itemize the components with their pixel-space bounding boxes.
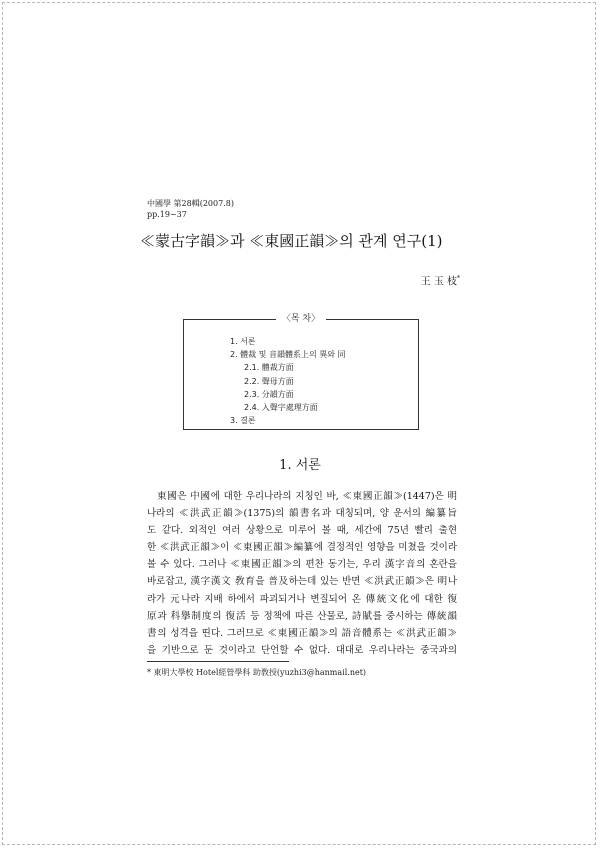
footnote-divider	[147, 661, 289, 662]
toc-item: 1. 서론	[230, 337, 256, 346]
footnote: * 東明大學校 Hotel經營學科 助敎授(yuzhi3@hanmail.net)	[147, 668, 367, 677]
table-of-contents	[183, 314, 419, 430]
journal-volume: 中國學 第28輯(2007.8)	[147, 199, 234, 208]
body-line: 나라의 ≪洪武正韻≫(1375)의 韻書名과 대칭되며, 양 운서의 編纂旨	[147, 508, 457, 520]
body-line: 볼 수 있다. 그러나 ≪東國正韻≫의 편찬 동기는, 우리 漢字音의 혼란을	[147, 559, 457, 571]
toc-list	[230, 335, 346, 427]
author	[400, 273, 460, 288]
body-line: 東國은 中國에 대한 우리나라의 지칭인 바, ≪東國正韻≫(1447)은 明	[157, 491, 457, 502]
page-range: pp.19~37	[147, 210, 187, 219]
toc-item: 2. 體裁 및 音韻體系上의 異와 同	[230, 350, 346, 360]
paper-title: ≪蒙古字韻≫과 ≪東國正韻≫의 관계 연구(1)	[140, 232, 443, 250]
toc-subitem: 2.3. 分韻方面	[244, 389, 294, 399]
author-name: 王 玉 枝	[420, 276, 457, 288]
body-paragraph	[147, 488, 457, 659]
toc-item: 3. 결론	[230, 416, 256, 426]
body-line: 도 같다. 외적인 여러 상황으로 미루어 볼 때, 세간에 75년 빨리 출현	[147, 525, 457, 537]
journal-header	[147, 198, 234, 220]
section-heading: 1. 서론	[279, 458, 321, 473]
body-line: 라가 元나라 지배 하에서 파괴되거나 변질되어 온 傳統文化에 대한 復	[147, 593, 457, 605]
body-line: 書의 성격을 띤다. 그러므로 ≪東國正韻≫의 語音體系는 ≪洪武正韻≫	[147, 627, 457, 639]
body-line: 한 ≪洪武正韻≫이 ≪東國正韻≫編纂에 결정적인 영향을 미쳤을 것이라	[147, 542, 457, 554]
body-line: 原과 科擧制度의 復活 등 정책에 따른 산물로, 詩賦를 중시하는 傳統韻	[147, 610, 457, 622]
body-line: 을 기반으로 둔 것이라고 단언할 수 없다. 대대로 우리나라는 중국과의	[147, 644, 457, 656]
body-line: 바로잡고, 漢字漢文 敎育을 普及하는데 있는 반면 ≪洪武正韻≫은 明나	[147, 576, 457, 588]
toc-subitem: 2.1. 體裁方面	[244, 363, 294, 373]
toc-title: 〈목 차〉	[276, 314, 326, 324]
toc-subitem: 2.2. 聲母方面	[244, 376, 294, 386]
author-footnote-mark: *	[457, 275, 460, 282]
toc-subitem: 2.4. 入聲字處理方面	[244, 402, 318, 412]
